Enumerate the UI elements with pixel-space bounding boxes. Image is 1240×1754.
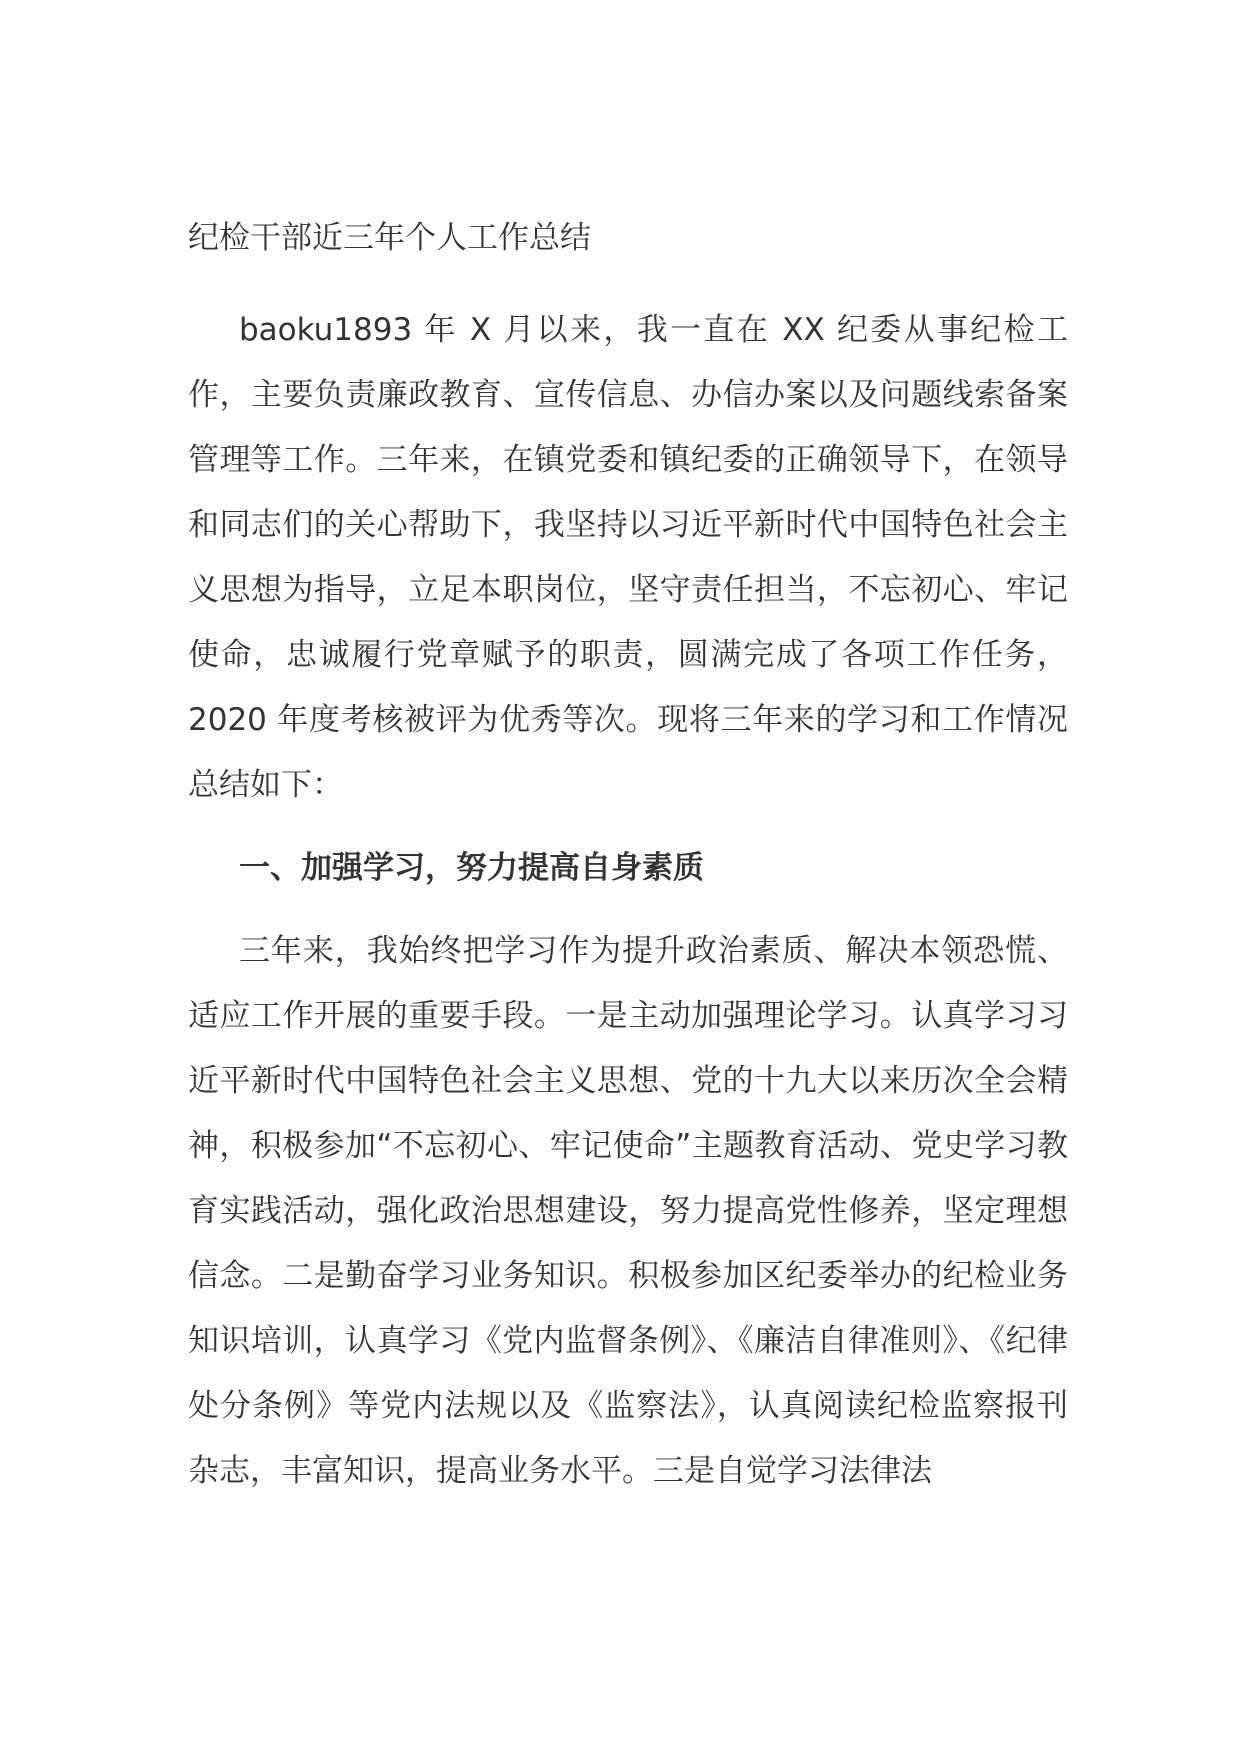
document-title: 纪检干部近三年个人工作总结 bbox=[188, 220, 591, 256]
section-heading: 一、加强学习，努力提高自身素质 bbox=[239, 850, 704, 886]
document-page bbox=[188, 214, 1068, 1504]
intro-paragraph: baoku1893 年 X 月以来，我一直在 XX 纪委从事纪检工作，主要负责廉政教育、宣传信息、办信办案以及问题线索备案管理等工作。三年来，在镇党委和镇纪委的正确领导下，在领导和同志们的关心帮助下，我坚持以习近平新时代中国特色社会主义思想为指导，立足本职岗位，坚守责任担当，不忘初心、牢记使命，忠诚履行党章赋予的职责，圆满完成了各项工作任务，2020 年度考核被评为优秀等次。现将三年来的学习和工作情况总结如下： bbox=[188, 312, 1068, 803]
section-body-paragraph: 三年来，我始终把学习作为提升政治素质、解决本领恐慌、适应工作开展的重要手段。一是主动加强理论学习。认真学习习近平新时代中国特色社会主义思想、党的十九大以来历次全会精神，积极参加“不忘初心、牢记使命”主题教育活动、党史学习教育实践活动，强化政治思想建设，努力提高党性修养，坚定理想信念。二是勤奋学习业务知识。积极参加区纪委举办的纪检业务知识培训，认真学习《党内监督条例》、《廉洁自律准则》、《纪律处分条例》等党内法规以及《监察法》，认真阅读纪检监察报刊杂志，丰富知识，提高业务水平。三是自觉学习法律法 bbox=[188, 933, 1068, 1489]
